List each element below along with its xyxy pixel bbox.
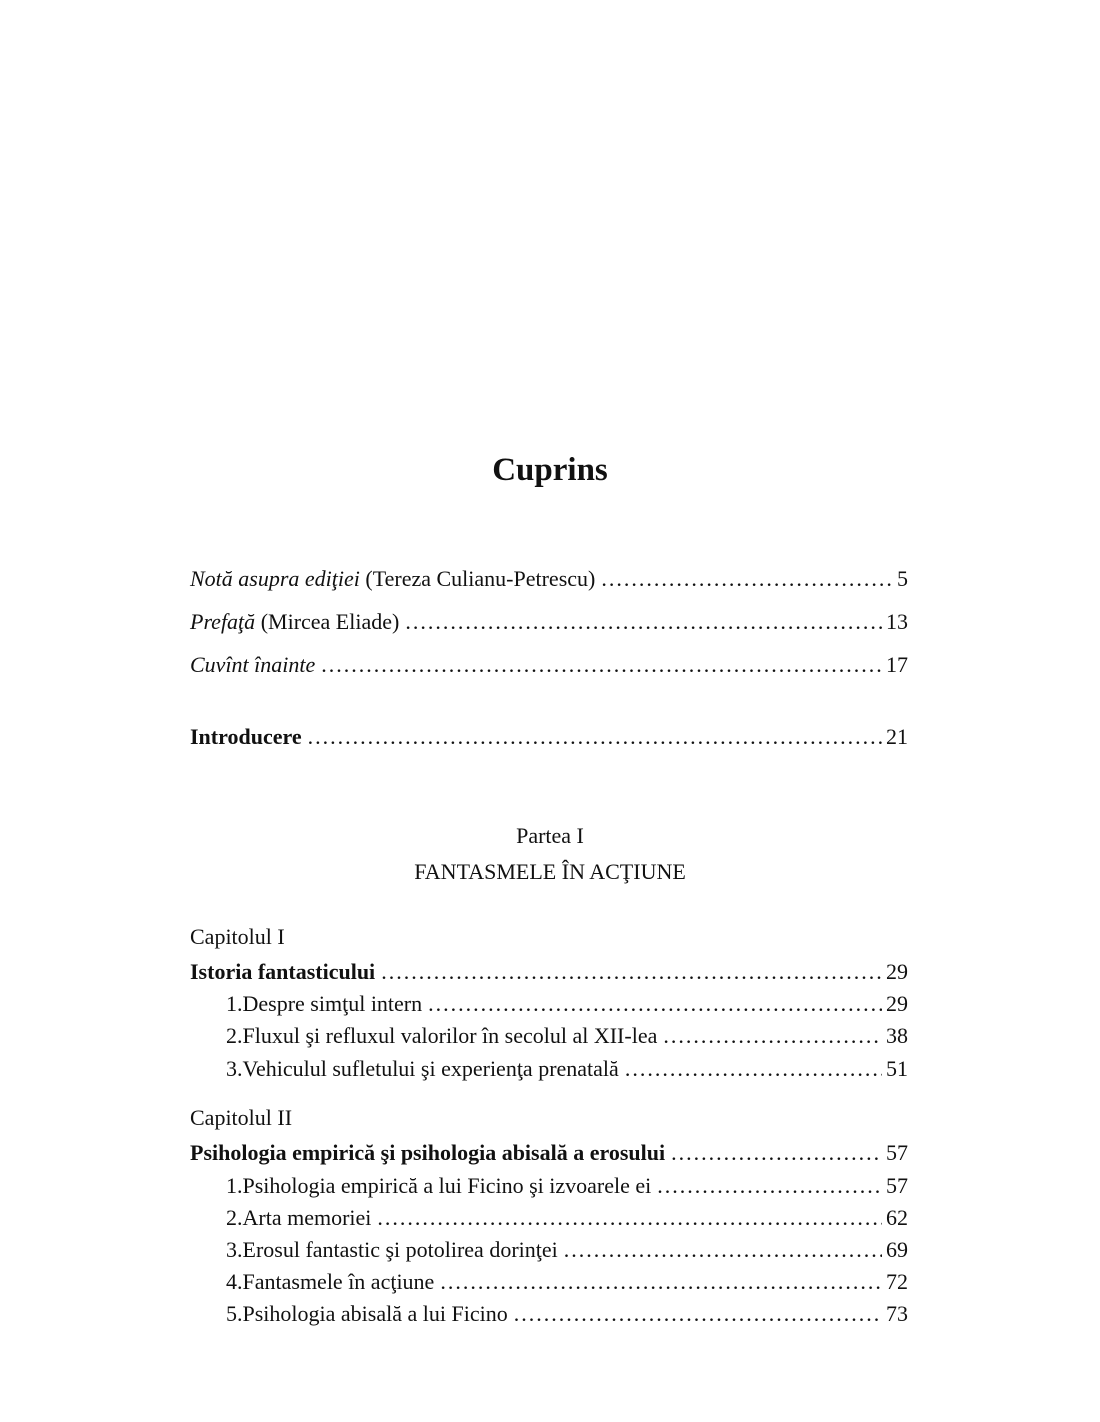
toc-entry-section[interactable] — [226, 989, 908, 1019]
leader-dots — [514, 1299, 882, 1329]
section-number: 3. — [226, 1237, 243, 1262]
toc-entry-label: Introducere — [190, 724, 302, 749]
toc-entry-label: Erosul fantastic şi potolirea dorinţei — [242, 1237, 558, 1262]
toc-entry-section[interactable] — [226, 1021, 908, 1051]
toc-page-number: 69 — [886, 1237, 908, 1262]
toc-page-number: 57 — [886, 1140, 908, 1165]
toc-entry-label: Istoria fantasticului — [190, 959, 376, 984]
toc-entry-label: Notă asupra ediţiei (Tereza Culianu-Petrescu) — [190, 566, 596, 591]
section-number: 1. — [226, 1173, 243, 1198]
part-title: FANTASMELE ÎN ACŢIUNE — [414, 859, 686, 884]
section-number: 1. — [226, 991, 243, 1016]
leader-dots — [381, 957, 882, 987]
leader-dots — [405, 607, 882, 637]
toc-page-number: 72 — [886, 1269, 908, 1294]
toc-page-number: 29 — [886, 991, 908, 1016]
section-number: 3. — [226, 1056, 243, 1081]
toc-entry-label: Prefaţă (Mircea Eliade) — [190, 609, 400, 634]
part-label: Partea I — [516, 823, 584, 848]
leader-dots — [377, 1203, 882, 1233]
chapter-label: Capitolul I — [190, 924, 285, 949]
toc-entry-section[interactable] — [226, 1235, 908, 1265]
toc-entry-label: Psihologia empirică a lui Ficino şi izvoarele ei — [242, 1173, 652, 1198]
leader-dots — [428, 989, 882, 1019]
toc-page-number: 13 — [886, 609, 908, 634]
toc-page-number: 62 — [886, 1205, 908, 1230]
chapter-label: Capitolul II — [190, 1105, 293, 1130]
toc-entry-cuvint-inainte[interactable] — [190, 650, 908, 680]
leader-dots — [321, 650, 882, 680]
leader-dots — [440, 1267, 882, 1297]
toc-page-number: 38 — [886, 1023, 908, 1048]
toc-entry-introducere[interactable] — [190, 722, 908, 752]
toc-entry-section[interactable] — [226, 1054, 908, 1084]
toc-entry-prefata[interactable] — [190, 607, 908, 637]
leader-dots — [671, 1138, 882, 1168]
toc-page-number: 5 — [897, 566, 908, 591]
section-number: 4. — [226, 1269, 243, 1294]
leader-dots — [625, 1054, 882, 1084]
toc-entry-section[interactable] — [226, 1171, 908, 1201]
leader-dots — [657, 1171, 882, 1201]
toc-page-number: 17 — [886, 652, 908, 677]
toc-page-number: 51 — [886, 1056, 908, 1081]
toc-entry-label: Psihologia empirică şi psihologia abisală a erosului — [190, 1140, 666, 1165]
toc-entry-label: Arta memoriei — [242, 1205, 372, 1230]
section-number: 2. — [226, 1205, 243, 1230]
leader-dots — [564, 1235, 882, 1265]
toc-page-number: 29 — [886, 959, 908, 984]
page-title: Cuprins — [492, 452, 608, 488]
toc-entry-label: Vehiculul sufletului şi experienţa prenatală — [242, 1056, 619, 1081]
toc-entry-section[interactable] — [226, 1267, 908, 1297]
toc-entry-chapter-title[interactable] — [190, 957, 908, 987]
toc-page-number: 57 — [886, 1173, 908, 1198]
toc-entry-label: Fluxul şi refluxul valorilor în secolul al XII-lea — [242, 1023, 658, 1048]
toc-entry-section[interactable] — [226, 1299, 908, 1329]
toc-page-number: 73 — [886, 1301, 908, 1326]
toc-entry-label: Cuvînt înainte — [190, 652, 316, 677]
toc-page-number: 21 — [886, 724, 908, 749]
leader-dots — [601, 564, 893, 594]
toc-entry-label: Fantasmele în acţiune — [242, 1269, 435, 1294]
section-number: 5. — [226, 1301, 243, 1326]
toc-entry-nota[interactable] — [190, 564, 908, 594]
leader-dots — [663, 1021, 882, 1051]
section-number: 2. — [226, 1023, 243, 1048]
toc-entry-label: Despre simţul intern — [242, 991, 423, 1016]
toc-entry-section[interactable] — [226, 1203, 908, 1233]
toc-entry-chapter-title[interactable] — [190, 1138, 908, 1168]
leader-dots — [308, 722, 882, 752]
toc-entry-label: Psihologia abisală a lui Ficino — [242, 1301, 508, 1326]
